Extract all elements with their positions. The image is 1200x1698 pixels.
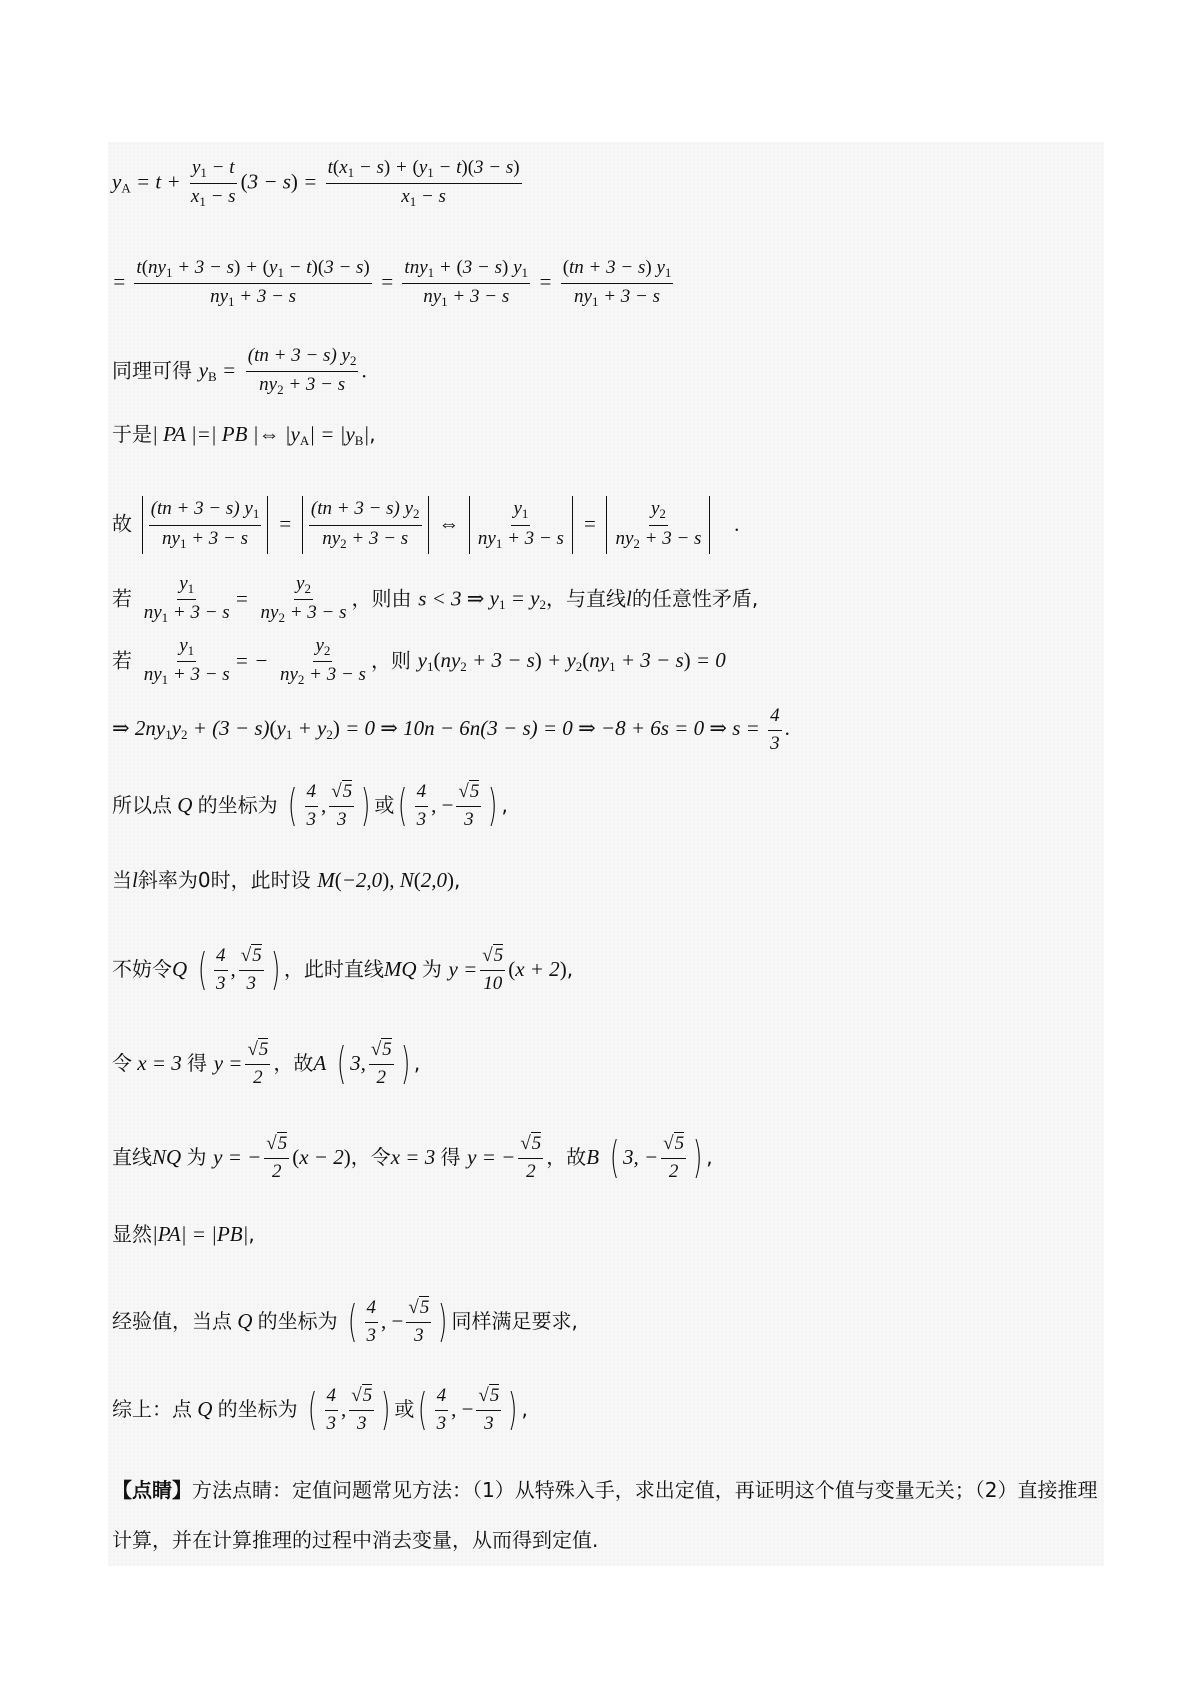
case-opposite: 若 $\frac{y_1}{ny_1 + 3 - s}$ = − $\frac{y_2}{ny_2 + 3 - s}$ ，则 $y_1(ny_2 + 3 - s) + y_2(ny_1 + 3 - s) = 0$ xyxy=(112,635,726,688)
text-or: 或 xyxy=(374,792,395,817)
equivalence-line: 于是| PA |=| PB |⇔ $|y_A| = |y_B|$, xyxy=(112,422,376,448)
line-mq: 不妨令Q ( $\frac{4}{3}$ , $\frac{√5}{3}$ ) ，此时直线MQ 为 y = $\frac{√5}{10}$ (x + 2), xyxy=(112,944,574,996)
text-then: ，则 xyxy=(370,648,411,673)
slope-zero-case: 当l斜率为0时，此时设 M(−2,0), N(2,0), xyxy=(112,868,461,892)
obviously-equal: 显然|PA| = |PB|, xyxy=(112,1222,255,1246)
text-then-from: ，则由 xyxy=(351,586,412,611)
text-so-point: 所以点 xyxy=(112,792,172,817)
text-is: 为 xyxy=(186,1144,207,1169)
text-thus: 于是 xyxy=(112,422,152,446)
text-also-satisfies: 同样满足要求, xyxy=(451,1308,578,1333)
method-note xyxy=(112,1465,1102,1565)
text-when: 当 xyxy=(112,868,132,892)
text-line: ，此时直线 xyxy=(283,956,384,981)
text-so: ，故 xyxy=(546,1144,587,1169)
conclusion: 综上：点 Q 的坐标为 ( $\frac{4}{3}$ , $\frac{√5}{3}$ ) 或( $\frac{4}{3}$ , − $\frac{√5}{3}$ ) , xyxy=(112,1384,528,1436)
text-in-summary: 综上：点 xyxy=(112,1396,192,1421)
text-if: 若 xyxy=(112,586,132,611)
text-contradiction: 的任意性矛盾, xyxy=(631,586,759,611)
text-verify: 经验值，当点 xyxy=(112,1308,232,1333)
text-coordinates-are: 的坐标为 xyxy=(257,1308,338,1333)
text-slope: 斜率为 xyxy=(137,868,198,892)
text-is: 为 xyxy=(421,956,442,981)
text-coordinates-are: 的坐标为 xyxy=(217,1396,298,1421)
text-obviously: 显然 xyxy=(112,1222,152,1246)
text-line: 直线 xyxy=(112,1144,152,1169)
text-similarly: 同理可得 xyxy=(112,358,192,383)
point-a: 令 x = 3 得 y = $\frac{√5}{2}$ ，故A ( 3, $\frac{√5}{2}$ ) , xyxy=(112,1038,421,1090)
verification: 经验值，当点 Q 的坐标为 ( $\frac{4}{3}$ , − $\frac{√5}{3}$ ) 同样满足要求, xyxy=(112,1296,578,1348)
note-text: 方法点睛：定值问题常见方法：（1）从特殊入手，求出定值，再证明这个值与变量无关；（2）直接推理计算，并在计算推理的过程中消去变量，从而得到定值. xyxy=(112,1478,1098,1552)
text-therefore: 故 xyxy=(112,511,132,536)
text-get: 得 xyxy=(440,1144,461,1169)
case-equal: 若 $\frac{y_1}{ny_1 + 3 - s}$ = $\frac{y_2}{ny_2 + 3 - s}$ ，则由 s < 3 ⇒ $y_1 = y_2$，与直线l的任意性矛盾, xyxy=(112,573,759,626)
point-b: 直线NQ 为 y = − $\frac{√5}{2}$ (x − 2)，令x = 3 得 y = − $\frac{√5}{2}$ ，故B ( 3, − $\frac{√5}{2}$ ) , xyxy=(112,1132,713,1184)
q-coordinates: 所以点 Q 的坐标为 ( $\frac{4}{3}$ , $\frac{√5}{3}$ ) 或( $\frac{4}{3}$ , − $\frac{√5}{3}$ ) , xyxy=(112,780,508,832)
text-coordinates-are: 的坐标为 xyxy=(197,792,278,817)
text-or: 或 xyxy=(394,1396,415,1421)
solve-s: ⇒ $2ny_1y_2 + (3 - s)(y_1 + y_2) = 0$ ⇒ 10n − 6n(3 − s) = 0 ⇒ −8 + 6s = 0 ⇒ s = $\frac{4}{3}$ . xyxy=(112,705,790,754)
absolute-value-equation: 故 $\frac{(tn + 3 - s) y_1}{ny_1 + 3 - s}$ = $\frac{(tn + 3 - s) y_2}{ny_2 + 3 - s}$ ⇔ $\frac{y_1}{ny_1 + 3 - s}$ = $\frac{y_2}{ny_2 + 3 - s}$ . xyxy=(112,496,739,554)
text-so: ，故 xyxy=(273,1050,314,1075)
text-if: 若 xyxy=(112,648,132,673)
text-let-q: 不妨令 xyxy=(112,956,172,981)
text-let-x: 令 xyxy=(112,1050,132,1075)
text-let: ，令 xyxy=(350,1144,391,1169)
note-tag: 【点睛】 xyxy=(112,1478,192,1502)
text-with-line: ，与直线 xyxy=(545,586,626,611)
equation-yb: 同理可得 $y_B$ = $\frac{(tn + 3 - s) y_2}{ny_2 + 3 - s}$ . xyxy=(112,345,367,398)
text-zero: 0 xyxy=(197,868,211,892)
text-get: 得 xyxy=(187,1050,207,1075)
text-let: 时，此时设 xyxy=(210,868,311,892)
equation-ya: $y_A = t$ + $\frac{y_1 - t}{x_1 - s}$ (3 − s) = $\frac{t(x_1 - s) + (y_1 - t)(3 - s)}{x_1 - s}$ xyxy=(112,157,520,210)
equation-ya-continued: = $\frac{t(ny_1 + 3 - s) + (y_1 - t)(3 - s)}{ny_1 + 3 - s}$ = $\frac{tny_1 + (3 - s) y_1}{ny_1 + 3 - s}$ = $\frac{(tn + 3 - s) y_1}{ny_1 + 3 - s}$ xyxy=(112,257,672,310)
